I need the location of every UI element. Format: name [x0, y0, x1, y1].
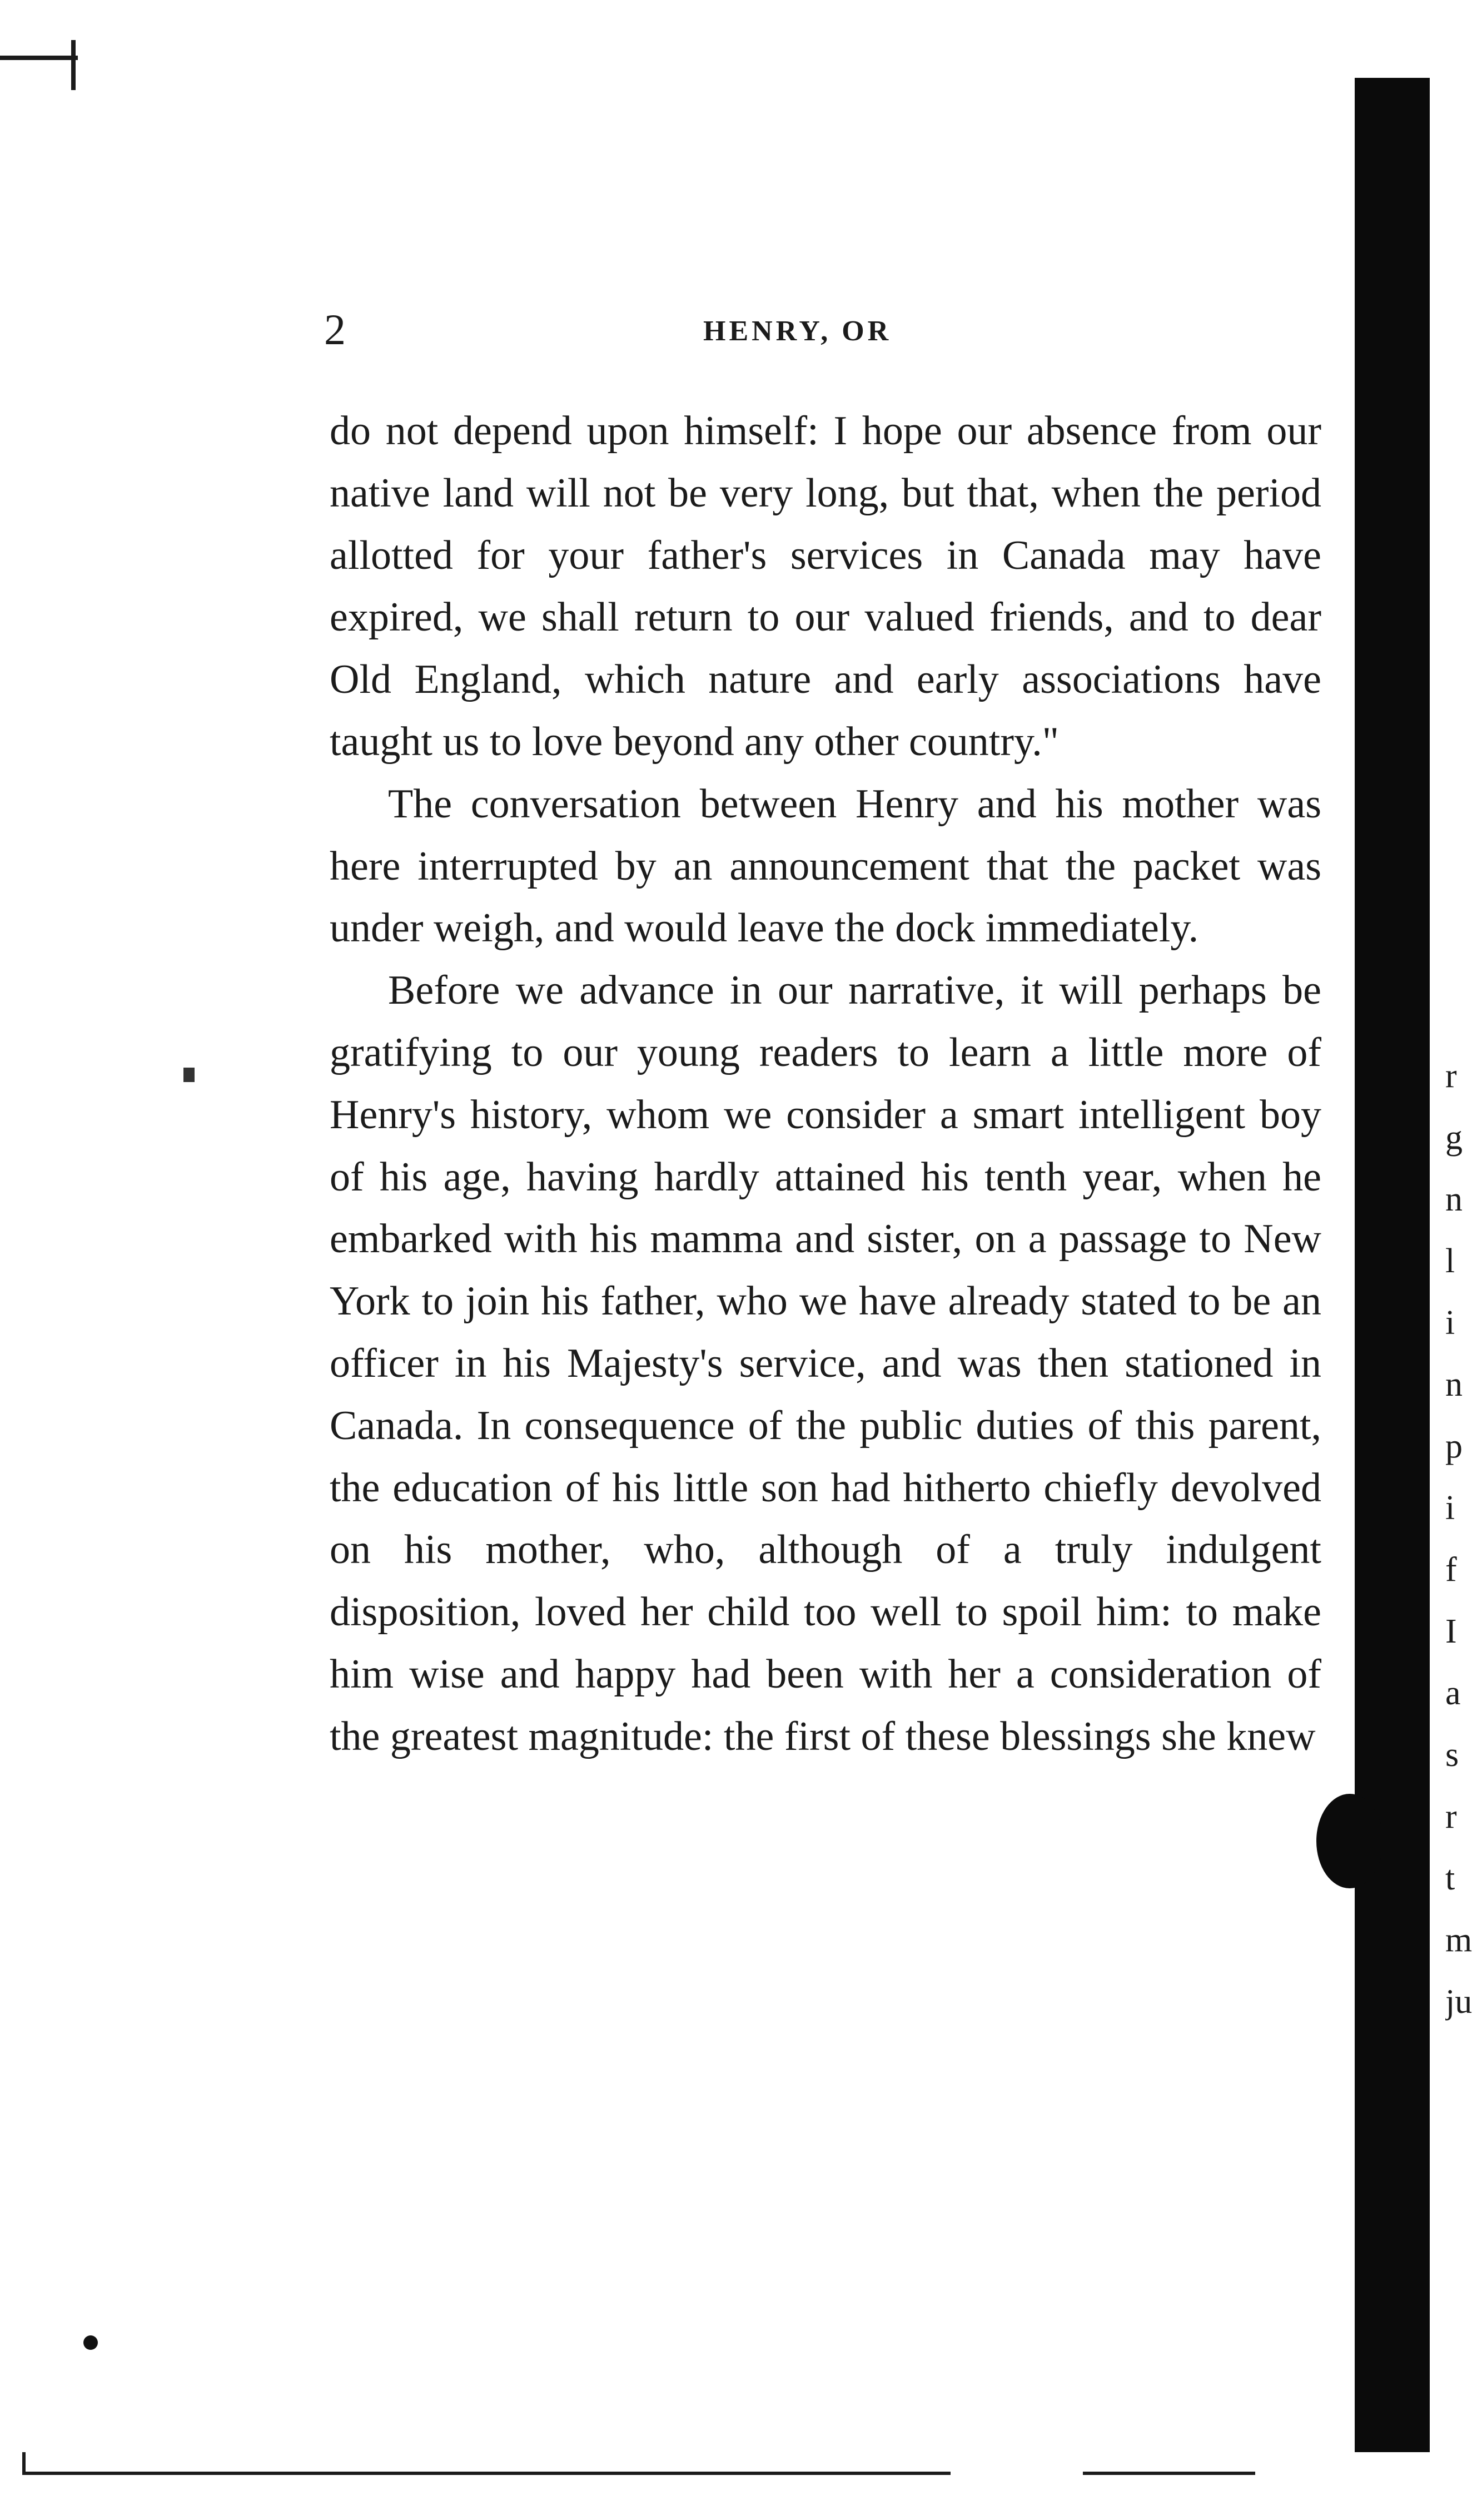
margin-speck — [183, 1068, 195, 1082]
fragment: a — [1445, 1674, 1461, 1712]
fragment: n — [1445, 1180, 1463, 1218]
paragraph-2: The conversation between Henry and his mother was here interrupted by an announcement that the packet was under weigh, and would leave the dock immediately. — [330, 781, 1321, 951]
rule-end-tick — [22, 2452, 26, 2474]
paragraph-3: Before we advance in our narrative, it will perhaps be gratifying to our young readers to learn a little more of Henry's history, whom we consider a smart intelligent boy of his age, having hardly attained his tenth year, when he embarked with his mamma and sister, on a passage to New York to join his father, who we have already stated to be an officer in his Majesty's service, and was then stationed in Canada. In consequence of the public duties of this parent, the education of his little son had hitherto chiefly devolved on his mother, who, although of a truly indulgent disposition, loved her child too well to spoil him: to make him wise and happy had been with her a consideration of the greatest magnitude: the first of these blessings she knew — [330, 968, 1321, 1759]
fragment: s — [1445, 1736, 1459, 1774]
fragment: r — [1445, 1057, 1457, 1095]
fragment: ju — [1445, 1983, 1473, 2021]
running-head: HENRY, OR — [703, 315, 892, 347]
fragment: m — [1445, 1921, 1473, 1959]
margin-dot — [83, 2335, 98, 2350]
body-text — [330, 400, 1321, 1768]
fragment: g — [1445, 1119, 1463, 1157]
fragment: p — [1445, 1427, 1463, 1465]
page-number: 2 — [324, 305, 346, 354]
ink-blot — [1316, 1794, 1383, 1888]
paragraph-1: do not depend upon himself: I hope our absence from our native land will not be very long, but that, when the period allotted for your father's services in Canada may have expired, we shall return to our valued friends, and to dear Old England, which nature and early associations have taught us to love beyond any other country." — [330, 408, 1321, 765]
corner-scan-mark-vertical — [71, 40, 76, 90]
corner-scan-mark — [0, 56, 78, 60]
bottom-rule-left — [22, 2472, 951, 2475]
fragment: i — [1445, 1304, 1455, 1342]
facing-page-fragments — [1445, 1045, 1482, 2033]
fragment: t — [1445, 1859, 1455, 1897]
fragment: I — [1445, 1613, 1457, 1650]
fragment: n — [1445, 1366, 1463, 1403]
fragment: l — [1445, 1242, 1455, 1280]
page-edge-shadow — [1355, 78, 1430, 2452]
fragment: i — [1445, 1489, 1455, 1527]
bottom-rule-right — [1083, 2472, 1255, 2475]
fragment: f — [1445, 1551, 1457, 1589]
fragment: r — [1445, 1798, 1457, 1836]
